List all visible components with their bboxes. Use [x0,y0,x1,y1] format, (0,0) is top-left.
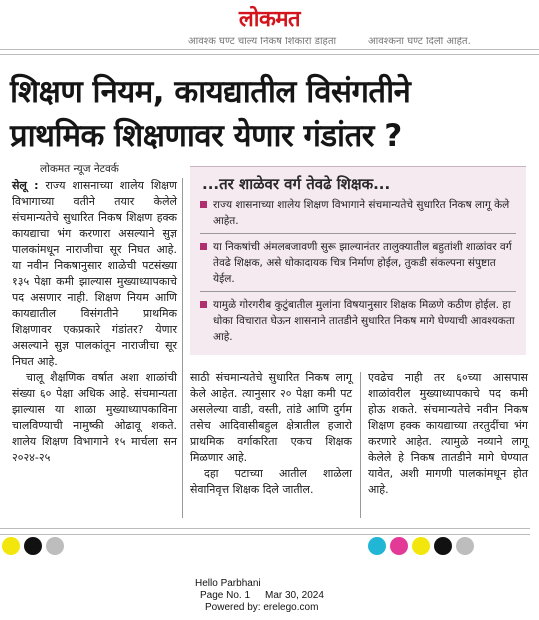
bullet-square-icon [200,301,207,308]
paragraph: चालू शैक्षणिक वर्षात अशा शाळांची संख्या ६० पेक्षा अधिक आहे. संचमान्यता झाल्यास या शाळा मुख्याध्यापकाविना चालविण्याची नामुष्की ओढावू शकते. शालेय शिक्षण विभागाने १५ मार्चला सन २०२४-२५ [12,371,177,464]
paragraph: एवढेच नाही तर ६०च्या आसपास शाळांवरील मुख्याध्यापकाचे पद कमी होऊ शकते. संचमान्यतेचे नवीन निकष शिक्षण हक्क कायद्याच्या तरतुदींचा भंग करणारे आहेत. त्यामुळे नव्याने लागू केलेले हे निकष तातडीने मागे घेण्यात यावेत, अशी मागणी पालकांमधून होत आहे. [368,371,528,496]
sidebar-bullet-item [200,239,516,287]
bottom-divider [0,528,530,535]
registration-mark-yellow [2,537,20,555]
paragraph: दहा पटाच्या आतील शाळेला सेवानिवृत्त शिक्षक दिले जातील. [190,467,352,496]
newspaper-logo: लोकमत [238,6,301,32]
article-column-3 [368,370,528,498]
footer-powered-by: Powered by: erelego.com [205,602,319,613]
paragraph: साठी संचमान्यतेचे सुधारित निकष लागू केले आहेत. त्यानुसार २० पेक्षा कमी पट असलेल्या वाडी, वस्ती, तांडे आणि दुर्गम तसेच आदिवासीबहुल क्षेत्रातील हजारो प्राथमिक वर्गाकरिता एकच शिक्षक मिळणार आहे. [190,371,352,464]
bullet-square-icon [200,201,207,208]
article-column-2 [190,370,352,498]
bullet-text: या निकषांची अंमलबजावणी सुरू झाल्यानंतर तालुक्यातील बहुतांशी शाळांवर वर्ग तेवढे शिक्षक, असे धोकादायक चित्र निर्माण होईल, तुकडी संकल्पना संपुष्टात येईल. [213,241,512,285]
sidebar-box [190,166,526,355]
paragraph: राज्य शासनाच्या शालेय शिक्षण विभागाच्या वतीने तयार केलेले संचमान्यतेचे सुधारित निकष शिक्षण हक्क कायद्याचा भंग करणारा असल्याने सुज्ञ पालकांमधून नाराजीचा सूर निघत आहे. या नवीन निकषानुसार शाळेची पटसंख्या १३५ पेक्षा कमी झाल्यास मुख्याध्यापकाचे पद असणार नाही. शिक्षण नियम आणि कायद्यातील विसंगतीने प्राथमिक शिक्षणावर एकप्रकारे गंडांतर? येणार असल्याने सुज्ञ पालकांतून नाराजीचा सूर निघत आहे. [12,179,178,368]
dateline: सेलू : [12,179,39,192]
registration-mark-cyan [368,537,386,555]
footer-date: Mar 30, 2024 [265,590,324,601]
sidebar-bullet-item [200,297,516,345]
sidebar-box-title: ...तर शाळेवर वर्ग तेवढे शिक्षक... [202,175,391,193]
byline: लोकमत न्यूज नेटवर्क [40,163,119,175]
sidebar-divider [200,291,516,292]
headline-line-2: प्राथमिक शिक्षणावर येणार गंडांतर ? [10,118,402,154]
registration-mark-yellow [412,537,430,555]
top-divider [0,49,539,55]
sidebar-divider [200,233,516,234]
bullet-text: यामुळे गोरगरीब कुटुंबातील मुलांना विषयानुसार शिक्षक मिळणे कठीण होईल. हा धोका विचारात घेऊन शासनाने तातडीने सुधारित निकष मागे घेण्याची आवश्यकता आहे. [213,299,515,343]
registration-mark-black [434,537,452,555]
bullet-square-icon [200,243,207,250]
footer-page-number: Page No. 1 [200,590,251,601]
cropped-text-right: आवश्कना घण्ट दिली आहेत. [368,37,471,47]
registration-mark-gray [456,537,474,555]
registration-mark-gray [46,537,64,555]
registration-mark-magenta [390,537,408,555]
column-divider [182,178,183,518]
bullet-text: राज्य शासनाच्या शालेय शिक्षण विभागाने संचमान्यतेचे सुधारित निकष लागू केले आहेत. [213,199,510,227]
article-headline [10,70,530,158]
headline-line-1: शिक्षण नियम, कायद्यातील विसंगतीने [10,74,411,110]
registration-mark-black [24,537,42,555]
footer-edition: Hello Parbhani [195,578,261,589]
column-divider [360,372,361,518]
cropped-previous-article [0,37,539,49]
cropped-text-left: आवश्क घण्ट चाल्य निकष शिकारा डाहता [188,37,337,47]
sidebar-bullet-item [200,197,516,229]
article-column-1 [12,178,177,466]
